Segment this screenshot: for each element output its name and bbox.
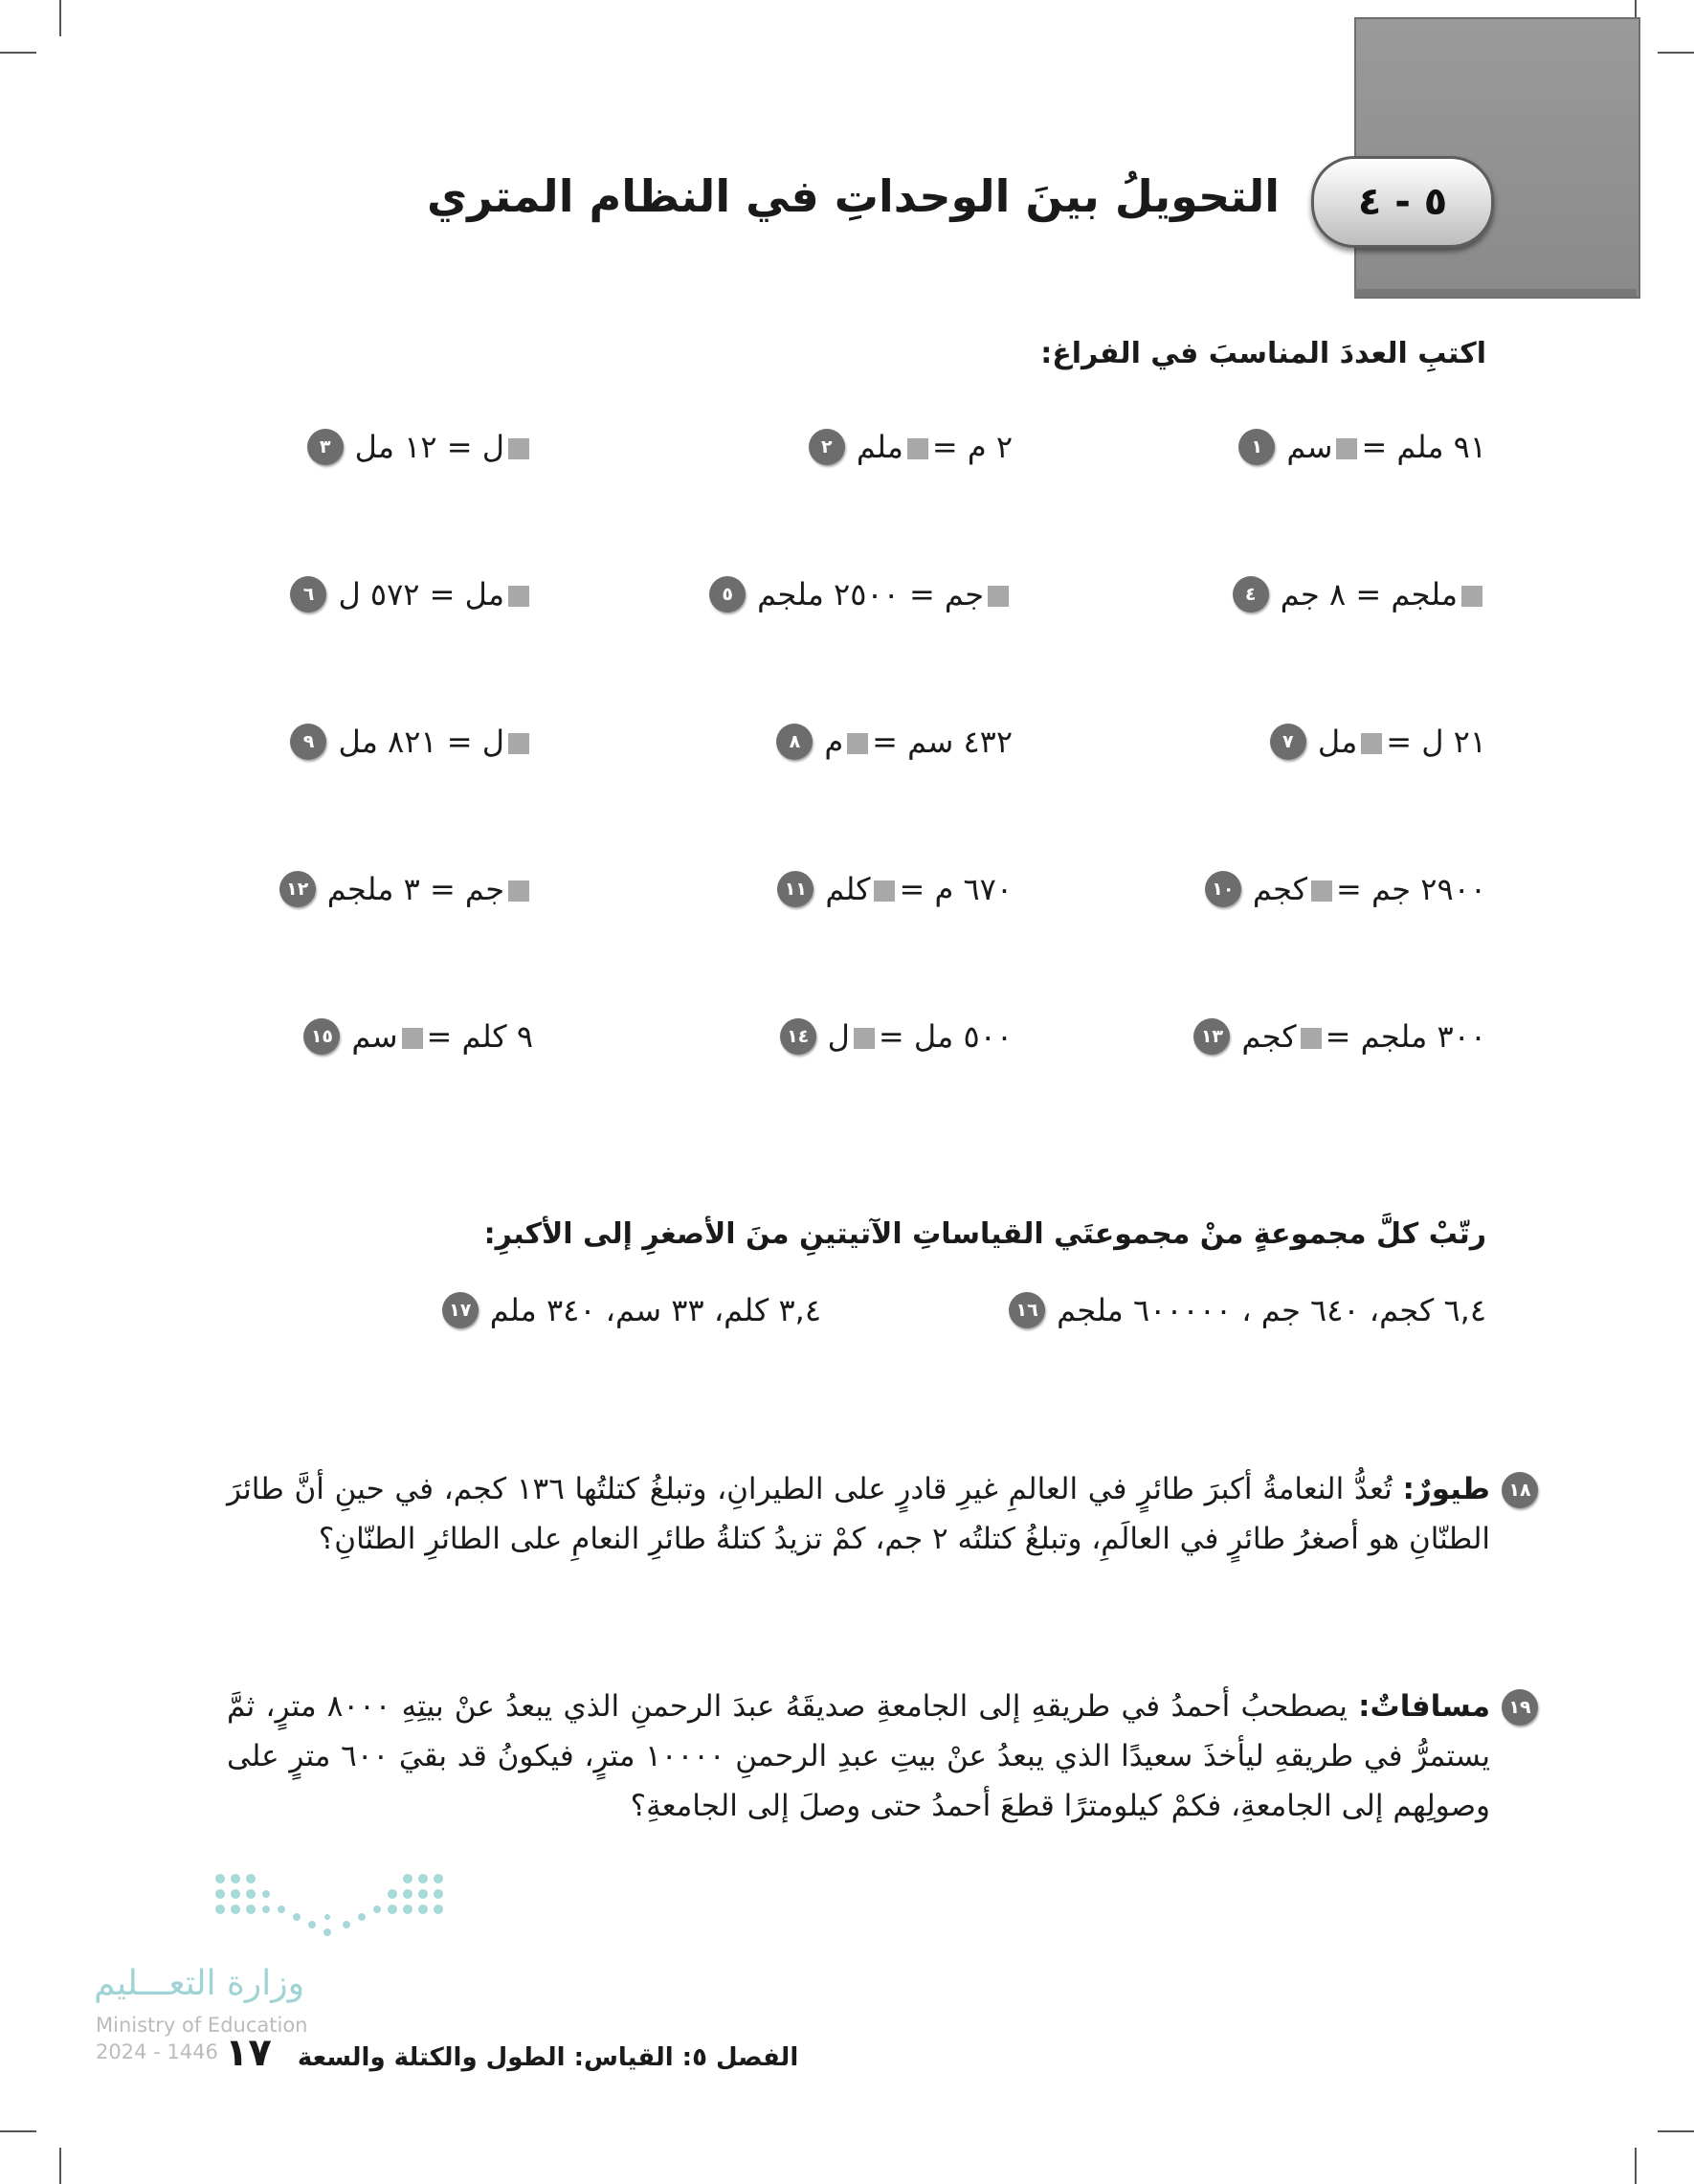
exercise-item: [1205, 871, 1486, 907]
expression-right: كجم: [1241, 1018, 1297, 1055]
conversion-expression: [1286, 429, 1486, 465]
exercise-number: ٥: [709, 576, 746, 613]
conversion-expression: [824, 724, 1013, 760]
exercise-item: [777, 871, 1013, 907]
ministry-logo-dots-icon: [212, 1871, 447, 1948]
page-number: ١٧: [225, 2031, 272, 2075]
answer-blank[interactable]: [1301, 1028, 1322, 1049]
conversion-expression: [1281, 576, 1486, 613]
answer-blank[interactable]: [1461, 586, 1482, 607]
answer-blank[interactable]: [1311, 880, 1332, 902]
crop-mark: [0, 52, 36, 54]
exercise-item: [442, 1292, 821, 1328]
answer-blank[interactable]: [854, 1028, 875, 1049]
problem-text: يصطحبُ أحمدُ في طريقهِ إلى الجامعةِ صديقَهُ عبدَ الرحمنِ الذي يبعدُ عنْ بيتِهِ ٨٠٠٠ مترٍ، ثمَّ يستمرُّ في طريقهِ ليأخذَ سعيدًا الذي يبعدُ عنْ بيتِ عبدِ الرحمنِ ١٠٠٠٠ مترٍ، فيكونُ قد بقيَ ٦٠٠ مترٍ على وصولِهم إلى الجامعةِ، فكمْ كيلومترًا قطعَ أحمدُ حتى وصلَ إلى الجامعةِ؟: [227, 1689, 1491, 1823]
exercise-item: [279, 871, 533, 907]
conversion-expression: [1253, 871, 1486, 907]
expression-right: جم = ٢٥٠٠ ملجم: [757, 576, 984, 613]
crop-mark: [1635, 2148, 1637, 2184]
crop-mark: [1658, 2130, 1694, 2132]
header-underline: [1354, 289, 1637, 297]
exercise-item: [303, 1018, 533, 1055]
exercise-item: [1270, 724, 1486, 760]
answer-blank[interactable]: [1361, 733, 1382, 754]
exercise-number: ١٨: [1502, 1472, 1538, 1508]
answer-blank[interactable]: [508, 438, 529, 459]
exercise-number: ٦: [290, 576, 326, 613]
expression-right: كلم: [825, 871, 871, 907]
expression-right: جم = ٣ ملجم: [326, 871, 504, 907]
lesson-number: ٥ - ٤: [1357, 180, 1448, 224]
exercise-item: [776, 724, 1013, 760]
exercise-number: ٢: [809, 429, 845, 465]
answer-blank[interactable]: [847, 733, 868, 754]
exercise-number: ٤: [1233, 576, 1269, 613]
conversion-expression: [1241, 1018, 1486, 1055]
exercise-item: [1233, 576, 1486, 613]
expression-left: ٤٣٢ سم =: [872, 724, 1013, 760]
lesson-number-badge: [1311, 156, 1494, 248]
exercise-item: [1009, 1292, 1486, 1328]
problem-text: تُعدُّ النعامةُ أكبرَ طائرٍ في العالمِ غيرِ قادرٍ على الطيرانِ، وتبلغُ كتلتُها ١٣٦ كجم، في حينِ أنَّ طائرَ الطنّانِ هو أصغرُ طائرٍ في العالَمِ، وتبلغُ كتلتُه ٢ جم، كمْ تزيدُ كتلةُ طائرِ النعامِ على الطائرِ الطنّانِ؟: [227, 1472, 1490, 1556]
exercise-number: ١٠: [1205, 871, 1241, 907]
conversion-expression: [1318, 724, 1486, 760]
expression-left: ٩١ ملم =: [1361, 429, 1486, 465]
answer-blank[interactable]: [907, 438, 928, 459]
crop-mark: [0, 2130, 36, 2132]
exercise-item: [307, 429, 533, 465]
crop-mark: [59, 0, 61, 36]
answer-blank[interactable]: [508, 880, 529, 902]
expression-right: مل: [1317, 724, 1358, 760]
exercise-number: ٩: [290, 724, 326, 760]
exercise-item: [1193, 1018, 1486, 1055]
expression-right: ل = ١٢ مل: [354, 429, 504, 465]
expression-right: سم: [351, 1018, 398, 1055]
exercise-number: ٣: [307, 429, 344, 465]
word-problem: [227, 1682, 1531, 1831]
conversion-expression: [825, 871, 1013, 907]
exercise-item: [780, 1018, 1013, 1055]
ministry-logo-english: Ministry of Education: [96, 2014, 308, 2037]
exercise-number: ١٣: [1193, 1018, 1230, 1055]
answer-blank[interactable]: [402, 1028, 423, 1049]
conversion-expression: [857, 429, 1013, 465]
ministry-logo-arabic: وزارة التعـــليم: [94, 1964, 305, 2003]
exercise-number: ١٩: [1502, 1689, 1538, 1726]
exercise-item: [709, 576, 1013, 613]
exercise-number: ١٢: [279, 871, 316, 907]
section1-instruction: اكتبِ العددَ المناسبَ في الفراغ:: [1040, 337, 1486, 370]
section2-instruction: رتّبْ كلَّ مجموعةٍ منْ مجموعتَي القياساتِ الآتيتينِ منَ الأصغرِ إلى الأكبرِ:: [483, 1217, 1486, 1251]
problem-label: مسافاتٌ:: [1358, 1689, 1491, 1724]
page-title: التحويلُ بينَ الوحداتِ في النظام المتري: [427, 170, 1280, 222]
word-problem: [227, 1464, 1531, 1564]
page-footer: [225, 2031, 798, 2075]
conversion-expression: [327, 871, 533, 907]
crop-mark: [59, 2148, 61, 2184]
crop-mark: [1658, 52, 1694, 54]
expression-right: ل = ٨٢١ مل: [338, 724, 504, 760]
expression-left: ٢١ ل =: [1386, 724, 1486, 760]
expression-right: ل: [827, 1018, 850, 1055]
answer-blank[interactable]: [1336, 438, 1357, 459]
exercise-item: [809, 429, 1013, 465]
expression-right: م: [824, 724, 844, 760]
conversion-expression: [338, 724, 533, 760]
exercise-number: ١١: [777, 871, 814, 907]
answer-blank[interactable]: [508, 733, 529, 754]
expression-right: كجم: [1252, 871, 1308, 907]
expression-left: ٥٠٠ مل =: [878, 1018, 1013, 1055]
expression-right: سم: [1286, 429, 1333, 465]
exercise-item: [290, 576, 533, 613]
ministry-logo-year: 2024 - 1446: [96, 2040, 218, 2063]
expression-left: ٣٠٠ ملجم =: [1325, 1018, 1486, 1055]
conversion-expression: [355, 429, 533, 465]
expression-left: ٦٧٠ م =: [899, 871, 1013, 907]
expression-right: مل = ٥٧٢ ل: [338, 576, 504, 613]
expression-right: ملم: [856, 429, 903, 465]
exercise-number: ١٤: [780, 1018, 816, 1055]
ordering-list: ٦,٤ كجم، ٦٤٠ جم ، ٦٠٠٠٠٠ ملجم: [1057, 1292, 1486, 1328]
exercise-number: ١: [1238, 429, 1275, 465]
expression-left: ٩ كلم =: [426, 1018, 533, 1055]
ordering-list: ٣,٤ كلم، ٣٣ سم، ٣٤٠ ملم: [489, 1292, 821, 1328]
exercise-item: [1238, 429, 1486, 465]
exercise-number: ١٦: [1009, 1292, 1045, 1328]
chapter-title: الفصل ٥: القياس: الطول والكتلة والسعة: [297, 2043, 799, 2072]
problem-label: طيورٌ:: [1402, 1472, 1490, 1506]
answer-blank[interactable]: [988, 586, 1009, 607]
answer-blank[interactable]: [874, 880, 895, 902]
exercise-item: [290, 724, 533, 760]
expression-left: ٢٩٠٠ جم =: [1336, 871, 1486, 907]
expression-right: ملجم = ٨ جم: [1280, 576, 1458, 613]
expression-left: ٢ م =: [931, 429, 1013, 465]
conversion-expression: [351, 1018, 533, 1055]
conversion-expression: [757, 576, 1013, 613]
exercise-number: ١٧: [442, 1292, 479, 1328]
conversion-expression: [338, 576, 533, 613]
conversion-expression: [828, 1018, 1013, 1055]
exercise-number: ١٥: [303, 1018, 340, 1055]
exercise-number: ٨: [776, 724, 813, 760]
exercise-number: ٧: [1270, 724, 1306, 760]
answer-blank[interactable]: [508, 586, 529, 607]
